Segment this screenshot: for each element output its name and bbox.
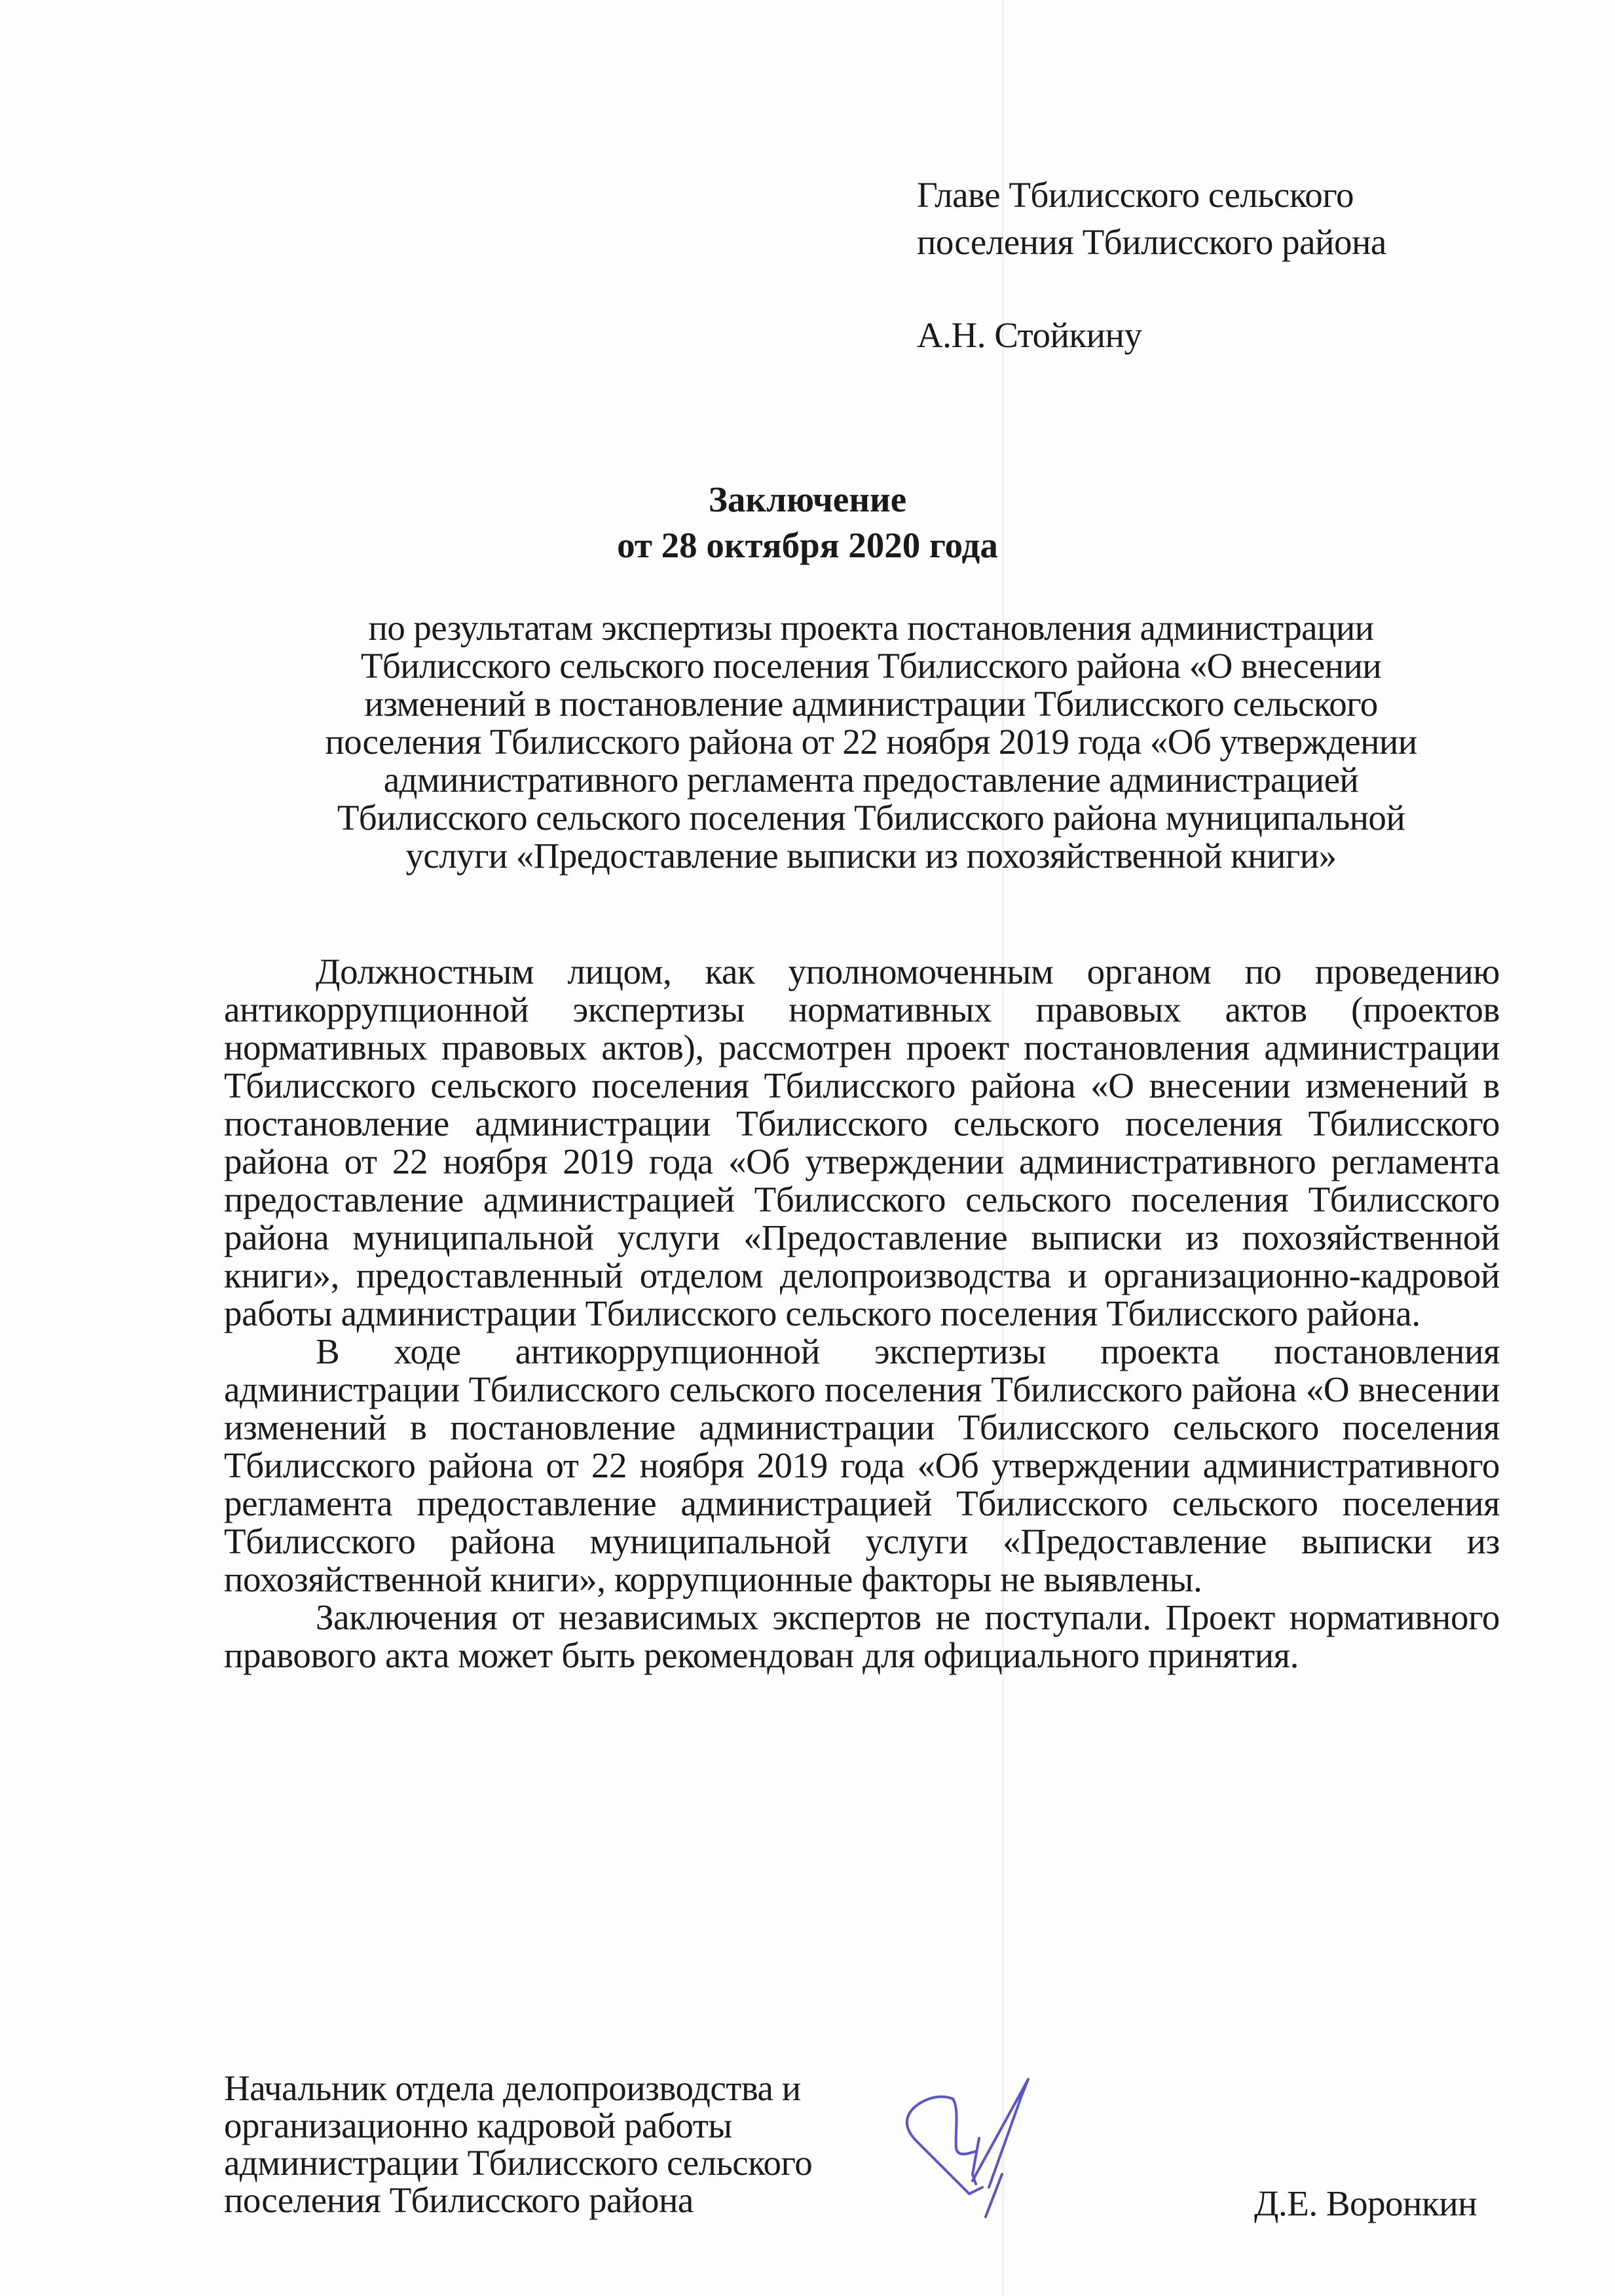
subject-line: поселения Тбилисского района от 22 ноября 2019 года «Об утверждении [325, 722, 1417, 762]
position-line: поселения Тбилисского района [224, 2180, 694, 2220]
body-paragraph-review: Должностным лицом, как уполномоченным органом по проведению антикоррупционной экспертизы нормативных правовых актов (проектов нормативных правовых актов), рассмотрен проект постановления администрации Тбилисского сельского поселения Тбилисского района «О внесении изменений в постановление администрации Тбилисского сельского поселения Тбилисского района от 22 ноября 2019 года «Об утверждении административного регламента предоставление администрацией Тбилисского сельского поселения Тбилисского района муниципальной услуги «Предоставление выписки из похозяйственной книги», предоставленный отделом делопроизводства и организационно-кадровой работы администрации Тбилисского сельского поселения Тбилисского района. [224, 952, 1500, 1333]
subject-line: административного регламента предоставление администрацией [383, 760, 1359, 800]
title-date: от 28 октября 2020 года [617, 525, 998, 565]
title-heading: Заключение [708, 479, 907, 519]
body-paragraph-recommendation: Заключения от независимых экспертов не поступали. Проект нормативного правового акта может быть рекомендован для официального принятия. [224, 1597, 1500, 1675]
subject-line: Тбилисского сельского поселения Тбилисского района муниципальной [337, 798, 1405, 838]
signer-name: Д.Е. Воронкин [1254, 2183, 1477, 2223]
addressee-line: Главе Тбилисского сельского [917, 175, 1354, 215]
document-title [0, 477, 1615, 568]
subject-line: Тбилисского сельского поселения Тбилисского района «О внесении [360, 646, 1382, 686]
position-line: администрации Тбилисского сельского [224, 2143, 813, 2183]
subject-block [249, 609, 1493, 875]
subject-line: по результатам экспертизы проекта постановления администрации [368, 608, 1374, 648]
body-text [224, 953, 1500, 1675]
handwritten-signature-icon [891, 2076, 1048, 2220]
subject-line: услуги «Предоставление выписки из похозяйственной книги» [405, 836, 1337, 876]
body-paragraph-findings: В ходе антикоррупционной экспертизы проекта постановления администрации Тбилисского сельского поселения Тбилисского района «О внесении изменений в постановление администрации Тбилисского сельского поселения Тбилисского района от 22 ноября 2019 года «Об утверждении административного регламента предоставление администрацией Тбилисского сельского поселения Тбилисского района муниципальной услуги «Предоставление выписки из похозяйственной книги», коррупционные факторы не выявлены. [224, 1331, 1500, 1599]
position-line: организационно кадровой работы [224, 2105, 732, 2145]
signature-stroke [907, 2079, 1028, 2217]
addressee-block [917, 172, 1386, 359]
signatory-position [224, 2069, 812, 2219]
subject-line: изменений в постановление администрации Тбилисского сельского [364, 684, 1378, 724]
position-line: Начальник отдела делопроизводства и [224, 2068, 801, 2108]
addressee-line: поселения Тбилисского района [917, 222, 1386, 262]
addressee-name: А.Н. Стойкину [917, 315, 1142, 355]
